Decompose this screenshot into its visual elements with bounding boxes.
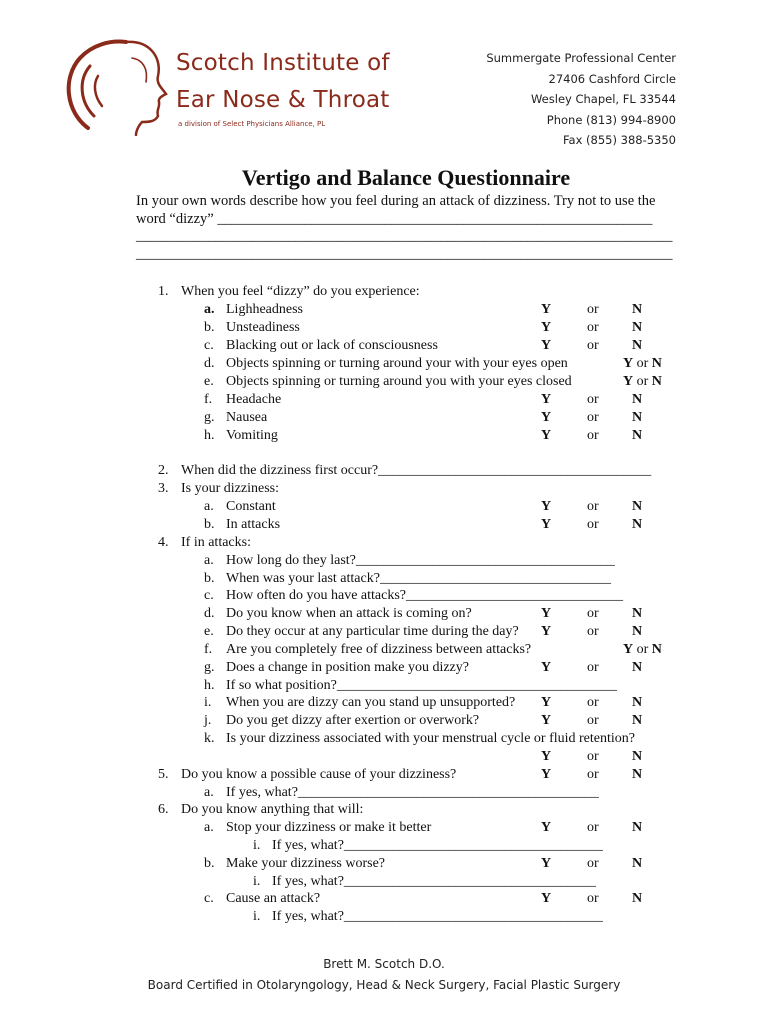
question-number: 1. xyxy=(158,284,169,299)
item-letter: f. xyxy=(204,392,213,407)
item-text[interactable]: If yes, what?___________________________________________ xyxy=(226,785,599,800)
question-text[interactable]: When did the dizziness first occur?_______________________________________ xyxy=(181,463,652,478)
no-option[interactable]: N xyxy=(632,695,643,710)
item-text: Make your dizziness worse? xyxy=(226,856,386,871)
institute-logo-icon xyxy=(58,36,178,136)
yes-option[interactable]: Y xyxy=(623,642,634,657)
item-text: Are you completely free of dizziness between attacks? xyxy=(226,642,532,657)
no-option[interactable]: N xyxy=(632,767,643,782)
footer-certification: Board Certified in Otolaryngology, Head & Neck Surgery, Facial Plastic Surgery xyxy=(147,978,621,992)
or-label: or xyxy=(636,356,649,371)
organization-division: a division of Select Physicians Alliance, PL xyxy=(178,120,326,128)
item-text[interactable]: How often do you have attacks?_______________________________ xyxy=(226,588,623,603)
no-option[interactable]: N xyxy=(632,302,643,317)
or-label: or xyxy=(587,713,599,728)
yes-no-options[interactable] xyxy=(623,641,662,659)
item-text[interactable]: When was your last attack?_________________________________ xyxy=(226,571,611,586)
or-label: or xyxy=(587,320,599,335)
item-letter: a. xyxy=(204,302,215,317)
address-block xyxy=(486,48,676,151)
item-letter: i. xyxy=(253,838,261,853)
item-letter: g. xyxy=(204,660,215,675)
yes-option[interactable]: Y xyxy=(541,517,552,532)
item-letter: a. xyxy=(204,499,214,514)
no-option[interactable]: N xyxy=(632,428,643,443)
item-letter: b. xyxy=(204,856,215,871)
item-letter: h. xyxy=(204,678,215,693)
item-text: Objects spinning or turning around you with your eyes closed xyxy=(226,374,572,389)
question-number: 2. xyxy=(158,463,169,478)
item-letter: e. xyxy=(204,374,214,389)
item-text: Does a change in position make you dizzy? xyxy=(226,660,469,675)
or-label: or xyxy=(636,374,649,389)
yes-option[interactable]: Y xyxy=(541,499,552,514)
item-letter: i. xyxy=(253,874,261,889)
item-letter: c. xyxy=(204,891,214,906)
yes-option[interactable]: Y xyxy=(541,606,552,621)
item-text: Objects spinning or turning around your with your eyes open xyxy=(226,356,568,371)
item-text: When you are dizzy can you stand up unsupported? xyxy=(226,695,516,710)
question-text: Do you know a possible cause of your dizziness? xyxy=(181,767,457,782)
yes-option[interactable]: Y xyxy=(541,338,552,353)
item-text: Is your dizziness associated with your menstrual cycle or fluid retention? xyxy=(226,731,635,746)
item-text[interactable]: How long do they last?_____________________________________ xyxy=(226,553,615,568)
no-option[interactable]: N xyxy=(632,517,643,532)
item-text: Unsteadiness xyxy=(226,320,300,335)
question-number: 4. xyxy=(158,535,169,550)
address-line: Summergate Professional Center xyxy=(486,51,676,65)
yes-option[interactable]: Y xyxy=(541,820,552,835)
yes-option[interactable]: Y xyxy=(541,392,552,407)
intro-text[interactable]: In your own words describe how you feel during an attack of dizziness. Try not to use the word “dizzy” ____________________________________________________________ xyxy=(136,193,656,227)
no-option[interactable]: N xyxy=(632,410,643,425)
address-line: 27406 Cashford Circle xyxy=(548,71,676,86)
no-option[interactable]: N xyxy=(632,713,643,728)
yes-option[interactable]: Y xyxy=(541,749,552,764)
yes-option[interactable]: Y xyxy=(541,320,552,335)
item-letter: d. xyxy=(204,606,215,621)
no-option[interactable]: N xyxy=(651,642,662,657)
or-label: or xyxy=(587,891,599,906)
yes-option[interactable]: Y xyxy=(541,302,552,317)
yes-option[interactable]: Y xyxy=(541,624,552,639)
item-letter: e. xyxy=(204,624,214,639)
yes-option[interactable]: Y xyxy=(541,891,552,906)
item-letter: a. xyxy=(204,785,214,800)
or-label: or xyxy=(587,302,599,317)
or-label: or xyxy=(587,660,599,675)
item-letter: c. xyxy=(204,338,214,353)
item-text: Do you know when an attack is coming on? xyxy=(226,606,472,621)
no-option[interactable]: N xyxy=(632,891,643,906)
question-number: 3. xyxy=(158,481,169,496)
or-label: or xyxy=(587,624,599,639)
item-letter: f. xyxy=(204,642,213,657)
or-label: or xyxy=(587,499,599,514)
item-letter: g. xyxy=(204,410,215,425)
or-label: or xyxy=(587,820,599,835)
intro-prompt xyxy=(136,193,676,263)
answer-line[interactable]: __________________________________________________________________________ xyxy=(136,228,673,244)
organization-name-line1: Scotch Institute of xyxy=(176,50,390,76)
question-text: When you feel “dizzy” do you experience: xyxy=(181,284,420,299)
yes-option[interactable]: Y xyxy=(623,374,634,389)
or-label: or xyxy=(587,856,599,871)
item-letter: k. xyxy=(204,731,215,746)
item-text: Nausea xyxy=(226,410,268,425)
no-option[interactable]: N xyxy=(632,338,643,353)
item-text: Blacking out or lack of consciousness xyxy=(226,338,438,353)
yes-no-options[interactable] xyxy=(623,373,662,391)
item-letter: c. xyxy=(204,588,214,603)
yes-option[interactable]: Y xyxy=(541,428,552,443)
or-label: or xyxy=(587,338,599,353)
question-number: 5. xyxy=(158,767,169,782)
item-letter: b. xyxy=(204,517,215,532)
address-line: Wesley Chapel, FL 33544 xyxy=(530,92,676,107)
or-label: or xyxy=(587,410,599,425)
yes-option[interactable]: Y xyxy=(541,713,552,728)
item-text: Lighheadness xyxy=(226,302,303,317)
item-text: Vomiting xyxy=(226,428,278,443)
no-option[interactable]: N xyxy=(651,374,662,389)
no-option[interactable]: N xyxy=(632,660,643,675)
item-text: Cause an attack? xyxy=(226,891,321,906)
item-text: Headache xyxy=(226,392,282,407)
item-text[interactable]: If yes, what?_____________________________________ xyxy=(272,838,603,853)
item-letter: i. xyxy=(204,695,212,710)
or-label: or xyxy=(587,517,599,532)
yes-option[interactable]: Y xyxy=(541,410,552,425)
or-label: or xyxy=(587,767,599,782)
answer-line[interactable]: __________________________________________________________________________ xyxy=(136,245,673,262)
no-option[interactable]: N xyxy=(632,320,643,335)
no-option[interactable]: N xyxy=(632,606,643,621)
footer-doctor: Brett M. Scotch D.O. xyxy=(323,957,445,971)
item-text: Do you get dizzy after exertion or overwork? xyxy=(226,713,480,728)
question-text: Is your dizziness: xyxy=(181,481,279,496)
question-text: Do you know anything that will: xyxy=(181,802,364,817)
item-letter: i. xyxy=(253,909,261,924)
item-text[interactable]: If yes, what?____________________________________ xyxy=(272,874,596,889)
yes-option[interactable]: Y xyxy=(541,767,552,782)
no-option[interactable]: N xyxy=(632,820,643,835)
yes-option[interactable]: Y xyxy=(541,856,552,871)
yes-option[interactable]: Y xyxy=(623,356,634,371)
or-label: or xyxy=(587,606,599,621)
no-option[interactable]: N xyxy=(632,749,643,764)
question-number: 6. xyxy=(158,802,169,817)
item-text: Do they occur at any particular time during the day? xyxy=(226,624,519,639)
no-option[interactable]: N xyxy=(651,356,662,371)
item-letter: a. xyxy=(204,820,214,835)
fax-number: Fax (855) 388-5350 xyxy=(562,133,676,148)
or-label: or xyxy=(587,695,599,710)
page-title: Vertigo and Balance Questionnaire xyxy=(241,165,571,190)
or-label: or xyxy=(587,428,599,443)
item-text: In attacks xyxy=(226,517,281,532)
item-text[interactable]: If so what position?________________________________________ xyxy=(226,678,617,693)
no-option[interactable]: N xyxy=(632,392,643,407)
item-letter: d. xyxy=(204,356,215,371)
no-option[interactable]: N xyxy=(632,624,643,639)
or-label: or xyxy=(636,642,649,657)
no-option[interactable]: N xyxy=(632,856,643,871)
item-letter: a. xyxy=(204,553,214,568)
no-option[interactable]: N xyxy=(632,499,643,514)
or-label: or xyxy=(587,392,599,407)
yes-option[interactable]: Y xyxy=(541,695,552,710)
item-text[interactable]: If yes, what?_____________________________________ xyxy=(272,909,603,924)
item-letter: j. xyxy=(204,713,212,728)
item-letter: h. xyxy=(204,428,215,443)
yes-no-options[interactable] xyxy=(623,355,662,373)
organization-name-line2: Ear Nose & Throat xyxy=(176,87,390,113)
yes-option[interactable]: Y xyxy=(541,660,552,675)
item-letter: b. xyxy=(204,320,215,335)
question-text: If in attacks: xyxy=(181,535,251,550)
item-text: Constant xyxy=(226,499,276,514)
item-text: Stop your dizziness or make it better xyxy=(226,820,432,835)
or-label: or xyxy=(587,749,599,764)
phone-number: Phone (813) 994-8900 xyxy=(546,112,676,127)
item-letter: b. xyxy=(204,571,215,586)
